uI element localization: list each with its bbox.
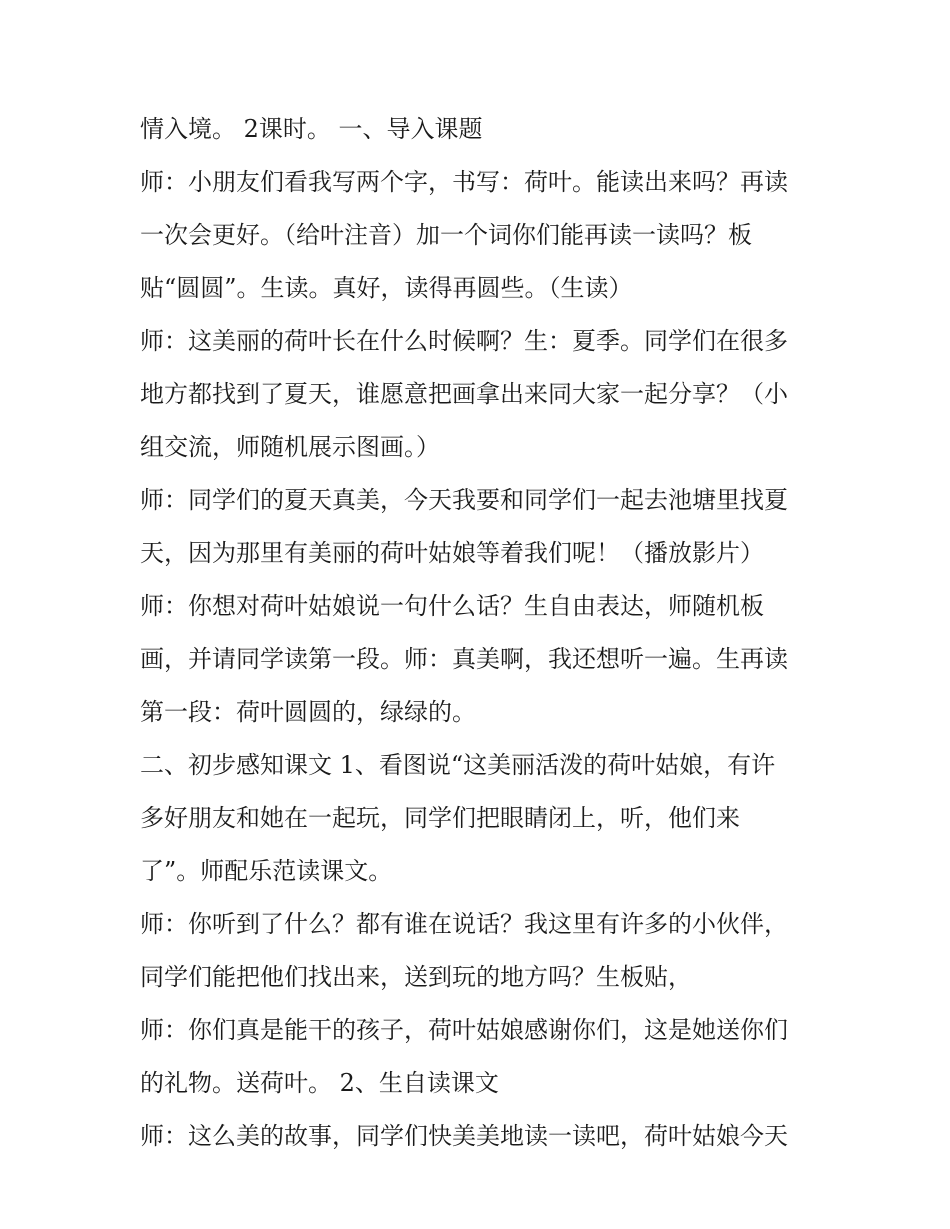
text-line-4: 贴“圆圆”。生读。真好，读得再圆些。（生读） (140, 274, 633, 302)
text-line-10: 师：你想对荷叶姑娘说一句什么话？生自由表达，师随机板 (140, 592, 764, 620)
text-line-13: 二、初步感知课文 1、看图说“这美丽活泼的荷叶姑娘，有许 (140, 751, 776, 779)
text-line-14: 多好朋友和她在一起玩，同学们把眼睛闭上，听，他们来 (140, 804, 740, 832)
text-line-18: 师：你们真是能干的孩子，荷叶姑娘感谢你们，这是她送你们 (140, 1016, 788, 1044)
text-line-11: 画，并请同学读第一段。师：真美啊，我还想听一遍。生再读 (140, 645, 788, 673)
document-body (140, 110, 830, 1170)
text-line-1: 情入境。 2课时。 一、导入课题 (140, 115, 483, 143)
text-line-8: 师：同学们的夏天真美，今天我要和同学们一起去池塘里找夏 (140, 486, 788, 514)
text-line-3: 一次会更好。（给叶注音）加一个词你们能再读一读吗？板 (140, 221, 752, 249)
text-line-7: 组交流，师随机展示图画。） (140, 433, 440, 461)
text-line-15: 了”。师配乐范读课文。 (140, 857, 393, 885)
text-line-2: 师：小朋友们看我写两个字，书写：荷叶。能读出来吗？再读 (140, 168, 788, 196)
text-line-20: 师：这么美的故事，同学们快美美地读一读吧，荷叶姑娘今天 (140, 1122, 788, 1150)
text-line-9: 天，因为那里有美丽的荷叶姑娘等着我们呢！（播放影片） (140, 539, 764, 567)
text-line-19: 的礼物。送荷叶。 2、生自读课文 (140, 1069, 499, 1097)
text-line-5: 师：这美丽的荷叶长在什么时候啊？生：夏季。同学们在很多 (140, 327, 788, 355)
text-line-6: 地方都找到了夏天，谁愿意把画拿出来同大家一起分享？（小 (140, 380, 788, 408)
text-line-16: 师：你听到了什么？都有谁在说话？我这里有许多的小伙伴， (140, 910, 788, 938)
text-line-12: 第一段：荷叶圆圆的，绿绿的。 (140, 698, 476, 726)
text-line-17: 同学们能把他们找出来，送到玩的地方吗？生板贴， (140, 963, 692, 991)
